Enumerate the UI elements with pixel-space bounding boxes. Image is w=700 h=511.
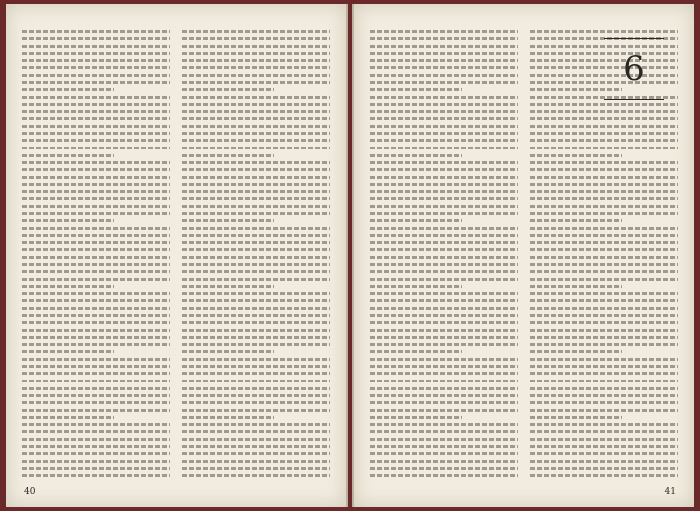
text-line-placeholder: [530, 438, 678, 441]
text-line-placeholder: [370, 380, 518, 383]
text-line-placeholder: [22, 445, 170, 448]
text-line-placeholder: [370, 401, 518, 404]
text-line-placeholder: [370, 248, 518, 251]
text-line-placeholder: [370, 88, 462, 91]
text-line-placeholder: [182, 409, 330, 412]
left-column-1: [22, 30, 170, 479]
text-line-placeholder: [182, 30, 330, 33]
text-line-placeholder: [370, 161, 518, 164]
text-line-placeholder: [182, 52, 330, 55]
text-line-placeholder: [530, 307, 678, 310]
text-line-placeholder: [182, 139, 330, 142]
text-line-placeholder: [182, 81, 330, 84]
text-line-placeholder: [182, 219, 274, 222]
text-line-placeholder: [370, 278, 518, 281]
text-line-placeholder: [182, 394, 330, 397]
text-line-placeholder: [182, 37, 330, 40]
text-line-placeholder: [370, 125, 518, 128]
text-line-placeholder: [182, 154, 274, 157]
text-line-placeholder: [22, 299, 170, 302]
text-line-placeholder: [182, 380, 330, 383]
text-line-placeholder: [22, 117, 170, 120]
text-line-placeholder: [530, 314, 678, 317]
text-line-placeholder: [530, 263, 678, 266]
text-line-placeholder: [530, 452, 678, 455]
text-line-placeholder: [370, 212, 518, 215]
text-line-placeholder: [370, 314, 518, 317]
text-line-placeholder: [530, 161, 678, 164]
text-line-placeholder: [182, 190, 330, 193]
text-line-placeholder: [530, 416, 622, 419]
text-line-placeholder: [22, 110, 170, 113]
text-line-placeholder: [22, 197, 170, 200]
text-line-placeholder: [370, 350, 462, 353]
text-line-placeholder: [530, 329, 678, 332]
text-line-placeholder: [22, 37, 170, 40]
text-line-placeholder: [182, 234, 330, 237]
text-line-placeholder: [370, 190, 518, 193]
text-line-placeholder: [530, 190, 678, 193]
text-line-placeholder: [182, 45, 330, 48]
text-line-placeholder: [370, 467, 518, 470]
text-line-placeholder: [22, 263, 170, 266]
text-line-placeholder: [22, 423, 170, 426]
text-line-placeholder: [370, 263, 518, 266]
text-line-placeholder: [182, 168, 330, 171]
text-line-placeholder: [22, 474, 170, 477]
text-line-placeholder: [530, 256, 678, 259]
text-line-placeholder: [370, 460, 518, 463]
text-line-placeholder: [22, 387, 170, 390]
text-line-placeholder: [530, 321, 678, 324]
text-line-placeholder: [22, 45, 170, 48]
text-line-placeholder: [182, 467, 330, 470]
text-line-placeholder: [530, 350, 622, 353]
text-line-placeholder: [370, 74, 518, 77]
text-line-placeholder: [182, 88, 274, 91]
text-line-placeholder: [182, 278, 330, 281]
text-line-placeholder: [22, 59, 170, 62]
text-line-placeholder: [370, 176, 518, 179]
text-line-placeholder: [22, 380, 170, 383]
text-line-placeholder: [370, 139, 518, 142]
text-line-placeholder: [370, 438, 518, 441]
text-line-placeholder: [22, 372, 170, 375]
text-line-placeholder: [530, 183, 678, 186]
text-line-placeholder: [370, 409, 518, 412]
text-line-placeholder: [370, 416, 462, 419]
text-line-placeholder: [182, 66, 330, 69]
text-line-placeholder: [370, 474, 518, 477]
text-line-placeholder: [370, 66, 518, 69]
text-line-placeholder: [370, 343, 518, 346]
text-line-placeholder: [370, 299, 518, 302]
text-line-placeholder: [370, 256, 518, 259]
text-line-placeholder: [370, 96, 518, 99]
text-line-placeholder: [22, 248, 170, 251]
text-line-placeholder: [22, 292, 170, 295]
text-line-placeholder: [22, 190, 170, 193]
text-line-placeholder: [182, 285, 274, 288]
text-line-placeholder: [370, 270, 518, 273]
text-line-placeholder: [530, 299, 678, 302]
text-line-placeholder: [22, 285, 114, 288]
text-line-placeholder: [530, 103, 678, 106]
text-line-placeholder: [370, 394, 518, 397]
text-line-placeholder: [530, 117, 678, 120]
text-line-placeholder: [22, 205, 170, 208]
text-line-placeholder: [182, 292, 330, 295]
text-line-placeholder: [22, 321, 170, 324]
text-line-placeholder: [182, 438, 330, 441]
text-line-placeholder: [370, 52, 518, 55]
text-line-placeholder: [182, 430, 330, 433]
text-line-placeholder: [22, 74, 170, 77]
text-line-placeholder: [182, 176, 330, 179]
text-line-placeholder: [370, 37, 518, 40]
text-line-placeholder: [182, 205, 330, 208]
text-line-placeholder: [182, 125, 330, 128]
text-line-placeholder: [22, 161, 170, 164]
text-line-placeholder: [530, 409, 678, 412]
text-line-placeholder: [22, 278, 170, 281]
text-line-placeholder: [530, 430, 678, 433]
text-line-placeholder: [22, 234, 170, 237]
text-line-placeholder: [182, 401, 330, 404]
text-line-placeholder: [22, 401, 170, 404]
text-line-placeholder: [370, 147, 518, 150]
text-line-placeholder: [182, 263, 330, 266]
text-line-placeholder: [22, 227, 170, 230]
text-line-placeholder: [22, 81, 170, 84]
text-line-placeholder: [370, 445, 518, 448]
text-line-placeholder: [22, 467, 170, 470]
text-line-placeholder: [182, 474, 330, 477]
text-line-placeholder: [370, 103, 518, 106]
text-line-placeholder: [22, 52, 170, 55]
book-spread: [6, 4, 694, 507]
text-line-placeholder: [530, 474, 678, 477]
text-line-placeholder: [530, 176, 678, 179]
text-line-placeholder: [22, 438, 170, 441]
text-line-placeholder: [530, 30, 678, 33]
text-line-placeholder: [22, 183, 170, 186]
text-line-placeholder: [22, 394, 170, 397]
text-line-placeholder: [22, 125, 170, 128]
text-line-placeholder: [530, 154, 622, 157]
text-line-placeholder: [182, 329, 330, 332]
text-line-placeholder: [370, 292, 518, 295]
text-line-placeholder: [182, 248, 330, 251]
text-line-placeholder: [530, 139, 678, 142]
text-line-placeholder: [370, 423, 518, 426]
text-line-placeholder: [530, 147, 678, 150]
text-line-placeholder: [530, 205, 678, 208]
text-line-placeholder: [370, 205, 518, 208]
text-line-placeholder: [22, 103, 170, 106]
chapter-mark: 6: [604, 38, 664, 100]
text-line-placeholder: [22, 329, 170, 332]
text-line-placeholder: [182, 365, 330, 368]
text-line-placeholder: [370, 183, 518, 186]
text-line-placeholder: [530, 343, 678, 346]
text-line-placeholder: [370, 452, 518, 455]
text-line-placeholder: [530, 394, 678, 397]
text-line-placeholder: [22, 409, 170, 412]
text-line-placeholder: [182, 423, 330, 426]
text-line-placeholder: [22, 358, 170, 361]
left-page: [6, 4, 348, 507]
text-line-placeholder: [22, 270, 170, 273]
text-line-placeholder: [182, 161, 330, 164]
text-line-placeholder: [182, 321, 330, 324]
text-line-placeholder: [182, 314, 330, 317]
text-line-placeholder: [530, 168, 678, 171]
text-line-placeholder: [182, 103, 330, 106]
text-line-placeholder: [182, 183, 330, 186]
text-line-placeholder: [182, 74, 330, 77]
text-line-placeholder: [370, 110, 518, 113]
text-line-placeholder: [370, 227, 518, 230]
text-line-placeholder: [370, 387, 518, 390]
text-line-placeholder: [530, 336, 678, 339]
text-line-placeholder: [22, 430, 170, 433]
text-line-placeholder: [22, 452, 170, 455]
text-line-placeholder: [370, 197, 518, 200]
text-line-placeholder: [22, 307, 170, 310]
text-line-placeholder: [22, 212, 170, 215]
text-line-placeholder: [22, 88, 114, 91]
text-line-placeholder: [182, 197, 330, 200]
text-line-placeholder: [22, 96, 170, 99]
text-line-placeholder: [22, 241, 170, 244]
text-line-placeholder: [530, 460, 678, 463]
text-line-placeholder: [182, 147, 330, 150]
text-line-placeholder: [370, 336, 518, 339]
text-line-placeholder: [530, 270, 678, 273]
text-line-placeholder: [370, 168, 518, 171]
text-line-placeholder: [530, 132, 678, 135]
text-line-placeholder: [22, 168, 170, 171]
text-line-placeholder: [530, 278, 678, 281]
text-line-placeholder: [530, 212, 678, 215]
text-line-placeholder: [182, 452, 330, 455]
text-line-placeholder: [370, 329, 518, 332]
text-line-placeholder: [22, 460, 170, 463]
text-line-placeholder: [22, 132, 170, 135]
text-line-placeholder: [182, 256, 330, 259]
text-line-placeholder: [182, 59, 330, 62]
text-line-placeholder: [530, 219, 622, 222]
text-line-placeholder: [370, 30, 518, 33]
text-line-placeholder: [22, 314, 170, 317]
right-column-1: [370, 30, 518, 479]
text-line-placeholder: [370, 358, 518, 361]
text-line-placeholder: [530, 372, 678, 375]
text-line-placeholder: [182, 336, 330, 339]
text-line-placeholder: [22, 365, 170, 368]
right-page: [352, 4, 694, 507]
text-line-placeholder: [182, 270, 330, 273]
text-line-placeholder: [530, 241, 678, 244]
text-line-placeholder: [530, 358, 678, 361]
text-line-placeholder: [182, 299, 330, 302]
text-line-placeholder: [370, 430, 518, 433]
text-line-placeholder: [370, 372, 518, 375]
text-line-placeholder: [370, 59, 518, 62]
text-line-placeholder: [530, 110, 678, 113]
text-line-placeholder: [182, 343, 330, 346]
text-line-placeholder: [370, 241, 518, 244]
text-line-placeholder: [530, 387, 678, 390]
text-line-placeholder: [370, 234, 518, 237]
text-line-placeholder: [370, 132, 518, 135]
text-line-placeholder: [370, 117, 518, 120]
text-line-placeholder: [182, 460, 330, 463]
text-line-placeholder: [530, 445, 678, 448]
text-line-placeholder: [530, 197, 678, 200]
text-line-placeholder: [182, 350, 274, 353]
text-line-placeholder: [370, 154, 462, 157]
text-line-placeholder: [370, 365, 518, 368]
text-line-placeholder: [370, 307, 518, 310]
text-line-placeholder: [182, 387, 330, 390]
text-line-placeholder: [22, 256, 170, 259]
text-line-placeholder: [182, 445, 330, 448]
text-line-placeholder: [22, 350, 114, 353]
text-line-placeholder: [182, 358, 330, 361]
text-line-placeholder: [370, 219, 462, 222]
text-line-placeholder: [22, 219, 114, 222]
text-line-placeholder: [530, 234, 678, 237]
left-columns: [22, 30, 330, 479]
text-line-placeholder: [530, 365, 678, 368]
text-line-placeholder: [530, 467, 678, 470]
text-line-placeholder: [530, 423, 678, 426]
text-line-placeholder: [530, 285, 622, 288]
text-line-placeholder: [22, 66, 170, 69]
text-line-placeholder: [182, 307, 330, 310]
text-line-placeholder: [370, 321, 518, 324]
text-line-placeholder: [182, 117, 330, 120]
text-line-placeholder: [22, 147, 170, 150]
text-line-placeholder: [182, 372, 330, 375]
text-line-placeholder: [530, 248, 678, 251]
text-line-placeholder: [22, 176, 170, 179]
text-line-placeholder: [182, 212, 330, 215]
text-line-placeholder: [530, 125, 678, 128]
text-line-placeholder: [182, 96, 330, 99]
text-line-placeholder: [22, 154, 114, 157]
text-line-placeholder: [22, 139, 170, 142]
text-line-placeholder: [370, 45, 518, 48]
text-line-placeholder: [22, 30, 170, 33]
left-column-2: [182, 30, 330, 479]
text-line-placeholder: [182, 132, 330, 135]
text-line-placeholder: [182, 416, 274, 419]
text-line-placeholder: [22, 416, 114, 419]
text-line-placeholder: [530, 292, 678, 295]
text-line-placeholder: [530, 227, 678, 230]
text-line-placeholder: [182, 241, 330, 244]
text-line-placeholder: [530, 401, 678, 404]
text-line-placeholder: [182, 110, 330, 113]
text-line-placeholder: [182, 227, 330, 230]
text-line-placeholder: [370, 81, 518, 84]
page-number-right: 41: [664, 487, 676, 497]
text-line-placeholder: [370, 285, 462, 288]
text-line-placeholder: [22, 336, 170, 339]
page-number-left: 40: [24, 487, 36, 497]
text-line-placeholder: [530, 380, 678, 383]
text-line-placeholder: [22, 343, 170, 346]
